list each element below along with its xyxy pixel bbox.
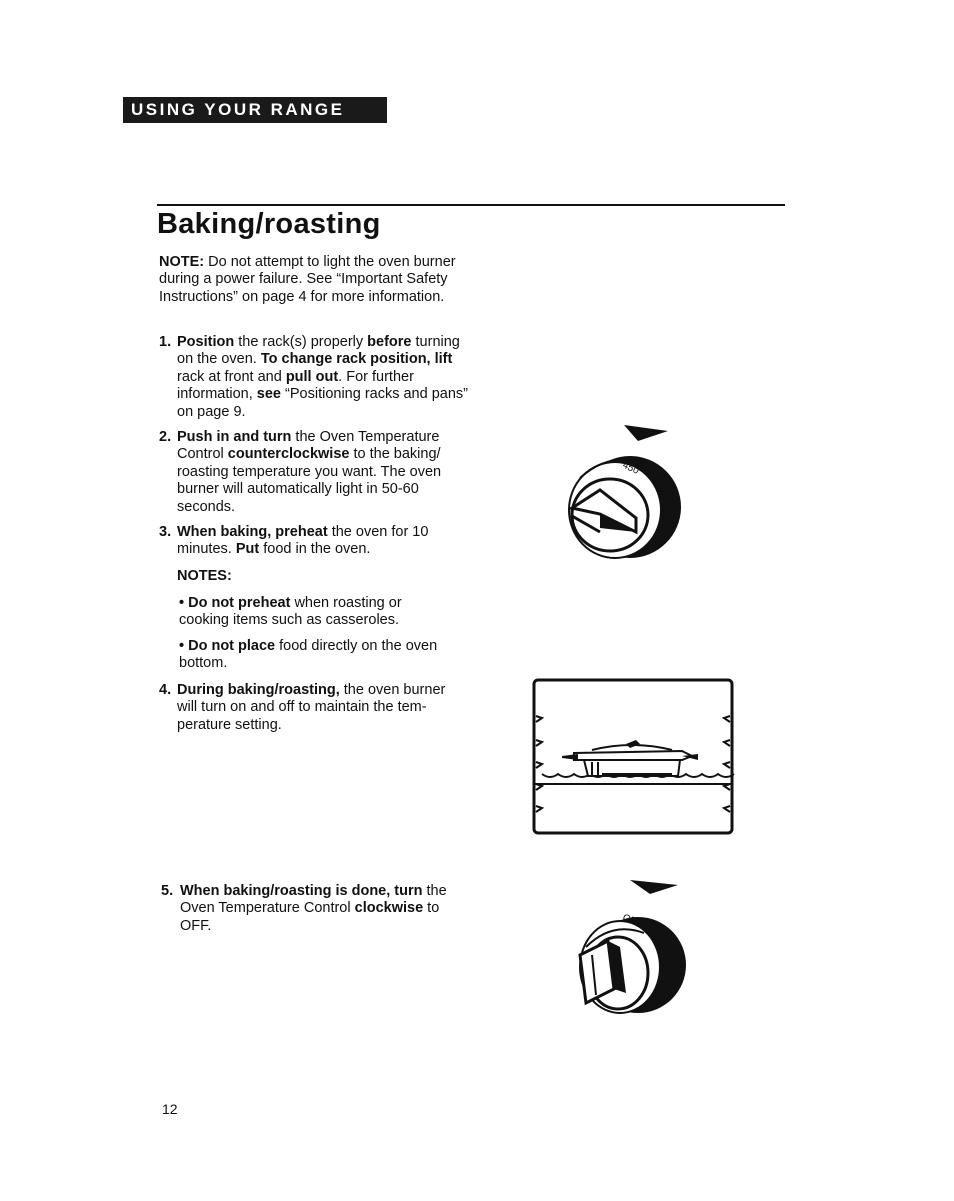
page-title: Baking/roasting [157,208,381,240]
step-text-run: the Oven Temperature Control [180,883,447,917]
step-text-run: Position [177,334,235,350]
step-number: 1. [159,334,172,350]
step-text-run: . For further information, [177,368,414,403]
step-text-run: food in the oven. [259,541,371,558]
step-1-text [177,334,477,421]
step-5-text [180,883,465,935]
step-text-run: the rack(s) properly [234,334,368,350]
title-rule [157,204,785,206]
bullet-text: when roasting or cooking items such as casseroles. [179,595,402,629]
step-text-run: the oven burner will turn on and off to maintain the tem- perature setting. [177,682,446,733]
notes-bullet [179,638,454,673]
step-number: 4. [159,682,172,698]
step-2-text [177,429,462,516]
knob-dial-marking: OFF [620,912,644,930]
step-text-run: “Positioning racks and pans” on page 9. [177,386,468,420]
step-number: 2. [159,429,172,445]
notes-bullet [179,595,439,630]
oven-interior-with-roaster-icon [532,678,736,838]
step-text-run: pull out [285,368,339,385]
step-text-run: before [367,334,412,350]
step-text-run: see [256,386,281,403]
bullet-text: food directly on the oven bottom. [179,638,438,672]
step-text-run: clockwise [354,900,424,917]
bullet-bold: • Do not preheat [179,595,291,611]
step-text-run: rack at front and [177,368,286,385]
step-text-run: Push in and turn [177,429,292,445]
step-text-run: When baking/roasting is done, turn [180,883,423,899]
step-text-run: the Oven Temperature Control [177,429,440,463]
oven-temperature-knob-icon [560,420,690,560]
knob-dial-marking: 450 [620,459,641,477]
notes-heading: NOTES: [177,568,232,584]
page-number: 12 [162,1101,178,1117]
oven-temperature-knob-icon [572,875,692,1020]
note-text: Do not attempt to light the oven burner during a power failure. See “Important Safety Instructions” on page 4 for more information. [159,254,456,305]
step-text-run: to OFF. [180,900,440,934]
power-failure-note [159,254,479,306]
step-text-run: the oven for 10 minutes. [177,524,429,558]
step-3-text [177,524,467,559]
bullet-bold: • Do not place [179,638,276,654]
step-text-run: counterclockwise [227,446,350,463]
step-text-run: To change rack position, lift [260,351,453,368]
step-text-run: During baking/roasting, [177,682,340,698]
step-4-text [177,682,467,734]
note-label: NOTE: [159,254,205,270]
step-text-run: to the baking/ roasting temperature you want. The oven burner will automatically light in 50-60 seconds. [177,446,442,515]
step-number: 3. [159,524,172,540]
section-banner: USING YOUR RANGE [123,97,387,123]
step-text-run: Put [235,541,260,558]
step-text-run: When baking, preheat [177,524,328,540]
step-text-run: turning on the oven. [177,334,460,368]
step-number: 5. [161,883,174,899]
